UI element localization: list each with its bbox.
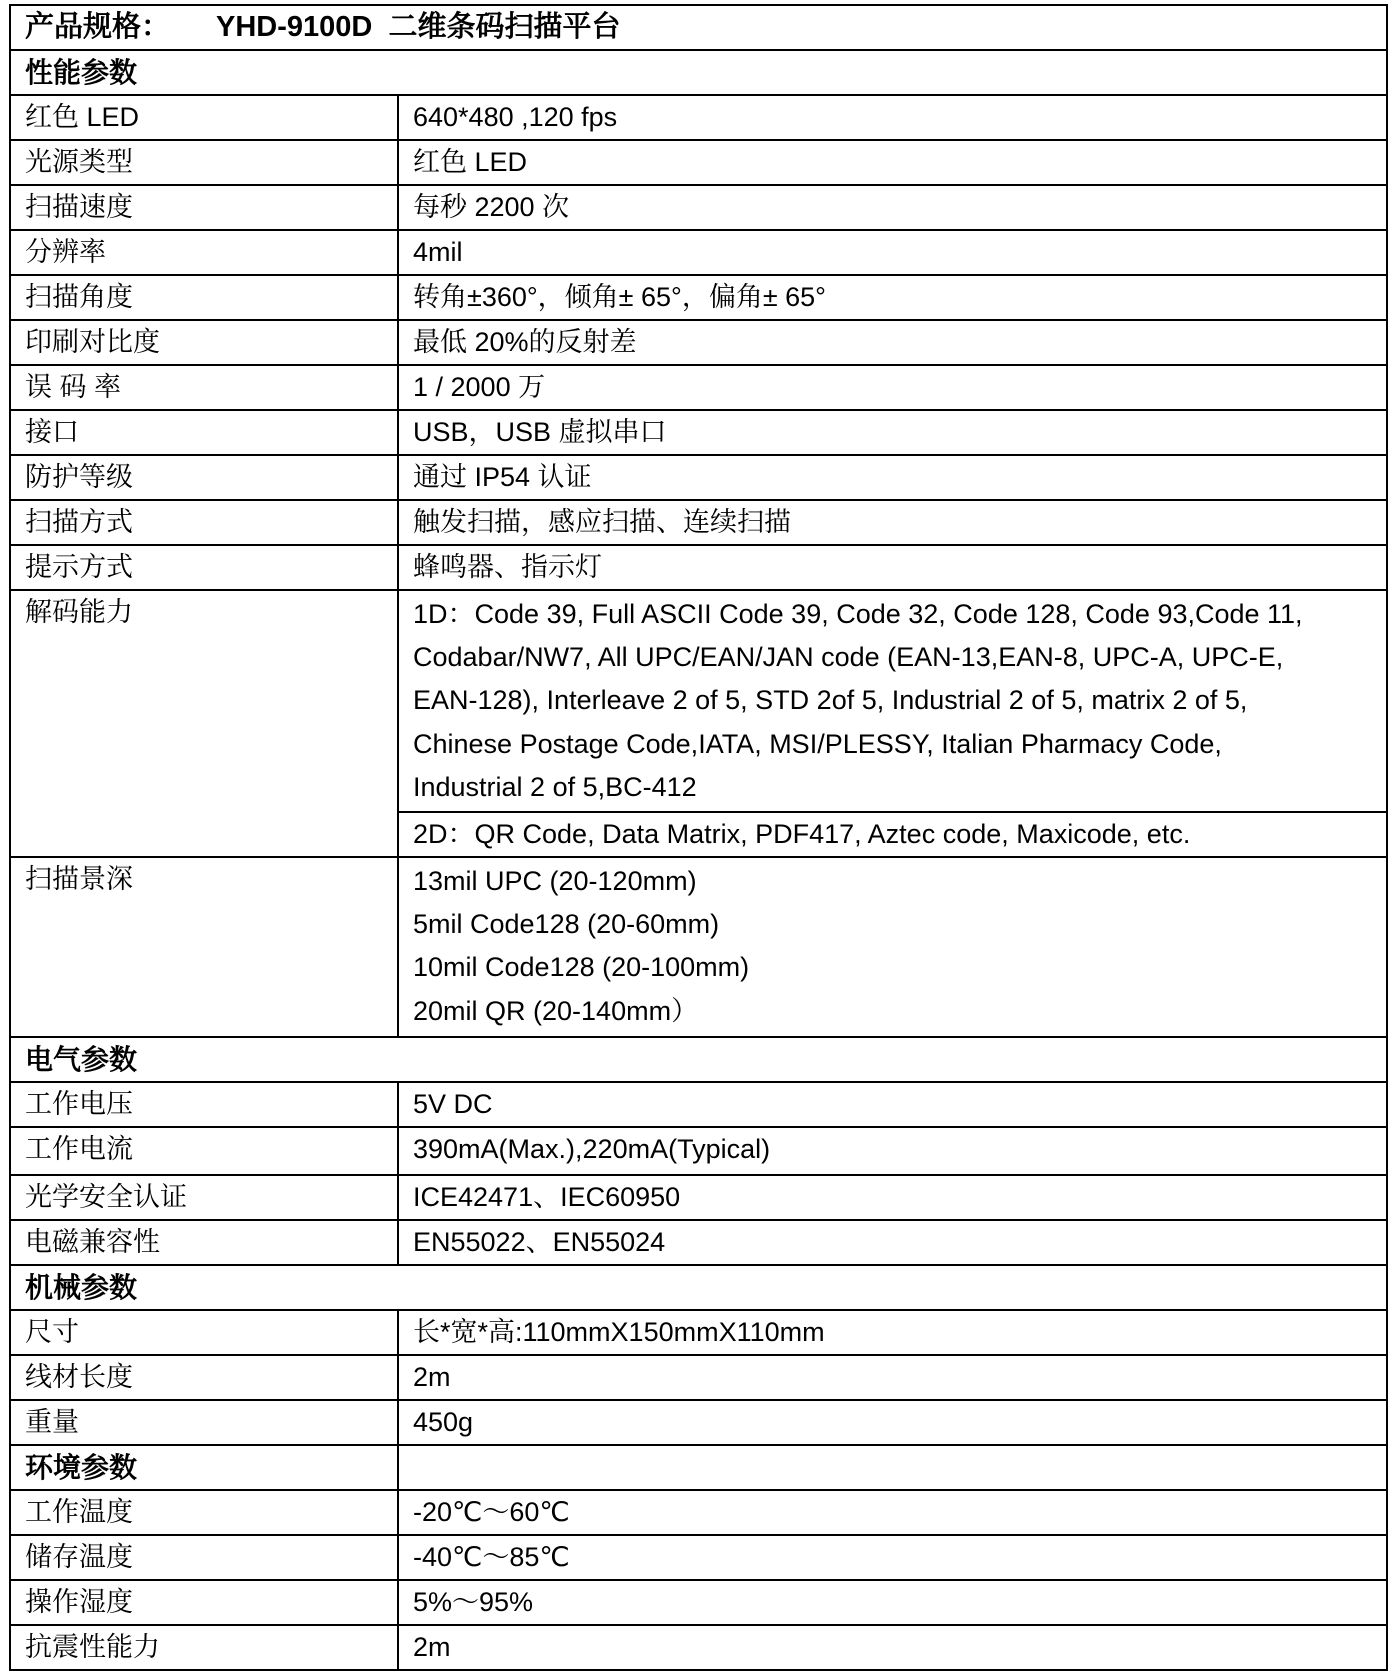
value-red-led: 640*480 ,120 fps — [398, 95, 1387, 140]
value-shock: 2m — [398, 1625, 1387, 1670]
spec-row — [10, 275, 1387, 320]
spec-row — [10, 95, 1387, 140]
section-environment-empty — [398, 1445, 1387, 1490]
label-dimensions: 尺寸 — [10, 1310, 398, 1355]
value-scan-angle: 转角±360°，倾角± 65°，偏角± 65° — [398, 275, 1387, 320]
spec-row — [10, 140, 1387, 185]
decode-1d-line: 1D：Code 39, Full ASCII Code 39, Code 32, Code 128, Code 93,Code 11, — [413, 599, 1303, 629]
spec-row — [10, 1580, 1387, 1625]
depth-line: 13mil UPC (20-120mm) — [413, 866, 697, 897]
value-protection: 通过 IP54 认证 — [398, 455, 1387, 500]
spec-row — [10, 500, 1387, 545]
section-environment: 环境参数 — [10, 1445, 398, 1490]
label-red-led: 红色 LED — [10, 95, 398, 140]
label-prompt-mode: 提示方式 — [10, 545, 398, 590]
spec-row — [10, 1535, 1387, 1580]
value-cable-length: 2m — [398, 1355, 1387, 1400]
spec-row — [10, 1400, 1387, 1445]
section-row — [10, 1265, 1387, 1310]
value-print-contrast: 最低 20%的反射差 — [398, 320, 1387, 365]
value-emc: EN55022、EN55024 — [398, 1220, 1387, 1265]
label-emc: 电磁兼容性 — [10, 1220, 398, 1265]
spec-row — [10, 1355, 1387, 1400]
page-title — [10, 5, 1387, 50]
value-light-source: 红色 LED — [398, 140, 1387, 185]
spec-row — [10, 1082, 1387, 1127]
label-resolution: 分辨率 — [10, 230, 398, 275]
value-error-rate: 1 / 2000 万 — [398, 365, 1387, 410]
spec-row — [10, 320, 1387, 365]
spec-table — [9, 4, 1388, 1671]
value-weight: 450g — [398, 1400, 1387, 1445]
decode-1d-line: EAN-128), Interleave 2 of 5, STD 2of 5, Industrial 2 of 5, matrix 2 of 5, — [413, 685, 1248, 716]
spec-row — [10, 1127, 1387, 1175]
decode-1d-line: Chinese Postage Code,IATA, MSI/PLESSY, Italian Pharmacy Code, — [413, 728, 1222, 759]
depth-line: 20mil QR (20-140mm） — [413, 995, 699, 1026]
value-scan-speed: 每秒 2200 次 — [398, 185, 1387, 230]
label-decode: 解码能力 — [10, 590, 398, 857]
value-optical-safety: ICE42471、IEC60950 — [398, 1175, 1387, 1220]
spec-row-decode-1d — [10, 590, 1387, 812]
section-electrical: 电气参数 — [10, 1037, 1387, 1082]
section-mechanical: 机械参数 — [10, 1265, 1387, 1310]
section-row — [10, 50, 1387, 95]
title-model: YHD-9100D — [216, 11, 373, 43]
label-scan-mode: 扫描方式 — [10, 500, 398, 545]
spec-row — [10, 365, 1387, 410]
label-current: 工作电流 — [10, 1127, 398, 1175]
label-weight: 重量 — [10, 1400, 398, 1445]
value-dimensions: 长*宽*高:110mmX150mmX110mm — [398, 1310, 1387, 1355]
decode-1d-line: Codabar/NW7, All UPC/EAN/JAN code (EAN-13,EAN-8, UPC-A, UPC-E, — [413, 642, 1284, 673]
spec-row — [10, 1310, 1387, 1355]
title-prefix: 产品规格： — [25, 11, 171, 43]
value-humidity: 5%～95% — [398, 1580, 1387, 1625]
label-error-rate: 误 码 率 — [10, 365, 398, 410]
spec-row — [10, 455, 1387, 500]
value-depth-of-field — [398, 857, 1387, 1037]
label-storage-temp: 储存温度 — [10, 1535, 398, 1580]
label-interface: 接口 — [10, 410, 398, 455]
value-storage-temp: -40℃～85℃ — [398, 1535, 1387, 1580]
value-voltage: 5V DC — [398, 1082, 1387, 1127]
section-row — [10, 1445, 1387, 1490]
section-row — [10, 1037, 1387, 1082]
spec-row — [10, 1220, 1387, 1265]
label-depth-of-field: 扫描景深 — [10, 857, 398, 1037]
decode-1d-line: Industrial 2 of 5,BC-412 — [413, 771, 697, 802]
label-print-contrast: 印刷对比度 — [10, 320, 398, 365]
depth-line: 10mil Code128 (20-100mm) — [413, 952, 750, 983]
depth-line: 5mil Code128 (20-60mm) — [413, 909, 720, 940]
value-scan-mode: 触发扫描，感应扫描、连续扫描 — [398, 500, 1387, 545]
label-optical-safety: 光学安全认证 — [10, 1175, 398, 1220]
value-operating-temp: -20℃～60℃ — [398, 1490, 1387, 1535]
value-decode-2d: 2D：QR Code, Data Matrix, PDF417, Aztec code, Maxicode, etc. — [398, 812, 1387, 857]
spec-row-depth — [10, 857, 1387, 1037]
label-protection: 防护等级 — [10, 455, 398, 500]
spec-row — [10, 1490, 1387, 1535]
value-current: 390mA(Max.),220mA(Typical) — [398, 1127, 1387, 1175]
label-scan-speed: 扫描速度 — [10, 185, 398, 230]
title-row — [10, 5, 1387, 50]
spec-row — [10, 1175, 1387, 1220]
spec-row — [10, 230, 1387, 275]
spec-row — [10, 185, 1387, 230]
label-humidity: 操作湿度 — [10, 1580, 398, 1625]
label-cable-length: 线材长度 — [10, 1355, 398, 1400]
section-performance: 性能参数 — [10, 50, 1387, 95]
spec-row — [10, 1625, 1387, 1670]
label-shock: 抗震性能力 — [10, 1625, 398, 1670]
value-prompt-mode: 蜂鸣器、指示灯 — [398, 545, 1387, 590]
value-resolution: 4mil — [398, 230, 1387, 275]
value-decode-1d — [398, 590, 1387, 812]
label-light-source: 光源类型 — [10, 140, 398, 185]
spec-row — [10, 410, 1387, 455]
spec-row — [10, 545, 1387, 590]
label-operating-temp: 工作温度 — [10, 1490, 398, 1535]
value-interface: USB，USB 虚拟串口 — [398, 410, 1387, 455]
label-voltage: 工作电压 — [10, 1082, 398, 1127]
label-scan-angle: 扫描角度 — [10, 275, 398, 320]
title-name: 二维条码扫描平台 — [388, 11, 621, 43]
